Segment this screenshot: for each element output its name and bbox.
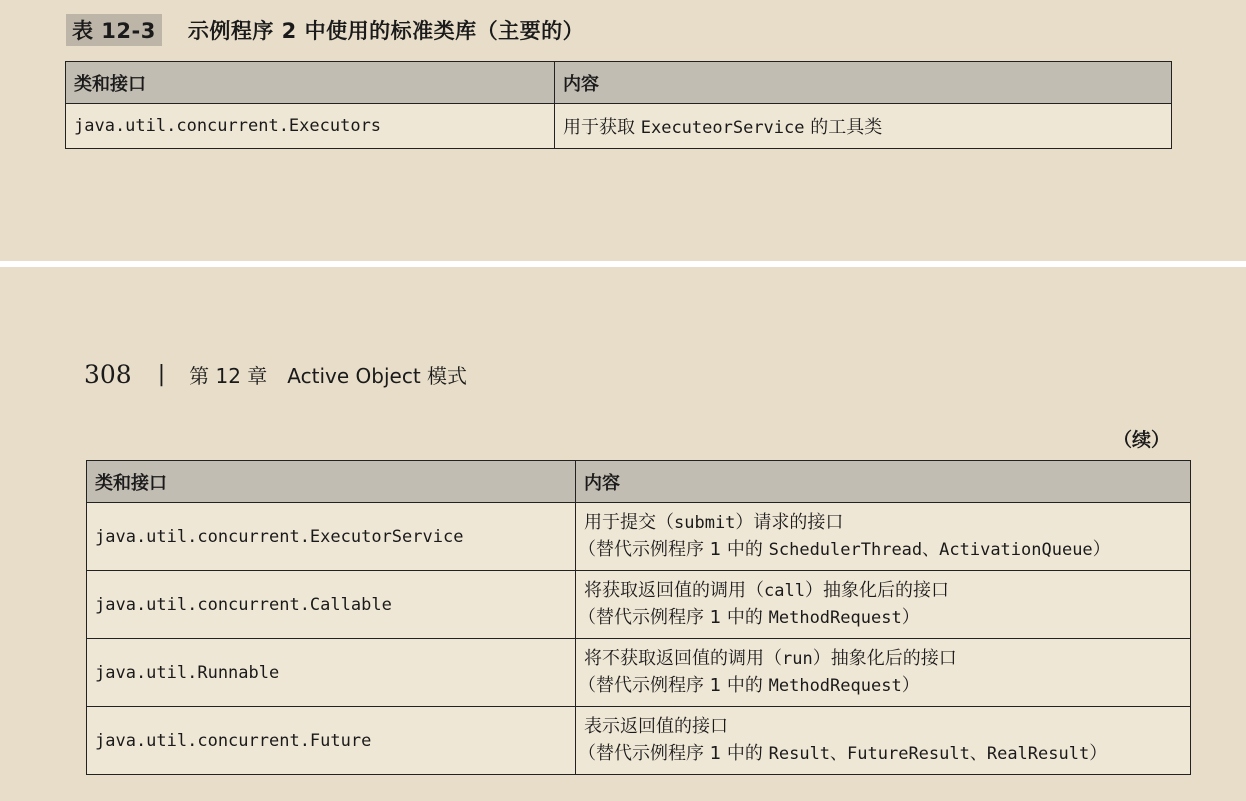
description-cell <box>576 639 1191 707</box>
standard-library-table <box>65 61 1172 149</box>
class-name-cell: java.util.concurrent.Callable <box>87 571 576 639</box>
description-text: 用于提交（ <box>584 511 674 533</box>
header-separator: | <box>157 362 166 387</box>
description-code: Result、FutureResult、RealResult <box>768 743 1090 764</box>
description-text: ）抽象化后的接口 <box>812 647 957 669</box>
description-code: MethodRequest <box>768 675 902 696</box>
description-text: （替代示例程序 1 中的 <box>578 606 769 628</box>
description-code: run <box>782 648 813 669</box>
description-code: submit <box>674 512 736 533</box>
page-number: 308 <box>84 360 132 389</box>
table-row <box>87 707 1191 775</box>
description-text: 将获取返回值的调用（ <box>584 579 764 601</box>
header-class-interface: 类和接口 <box>66 62 555 104</box>
description-line2 <box>578 540 1182 561</box>
table-caption-number: 表 12-3 <box>66 14 162 46</box>
class-name-cell: java.util.concurrent.ExecutorService <box>87 503 576 571</box>
description-line2 <box>578 676 1182 697</box>
continued-library-table <box>86 460 1191 775</box>
header-class-interface: 类和接口 <box>87 461 576 503</box>
description-text: ）请求的接口 <box>735 511 844 533</box>
description-cell <box>576 503 1191 571</box>
description-code: SchedulerThread、ActivationQueue <box>768 539 1093 560</box>
continued-label: （续） <box>1112 429 1170 451</box>
description-text: （替代示例程序 1 中的 <box>578 674 769 696</box>
description-text: ）抽象化后的接口 <box>804 579 949 601</box>
description-text: 用于获取 <box>563 117 641 138</box>
description-code: call <box>764 580 805 601</box>
header-content: 内容 <box>576 461 1191 503</box>
description-code: MethodRequest <box>768 607 902 628</box>
page-top <box>0 0 1246 261</box>
running-head <box>84 360 467 389</box>
description-text: （替代示例程序 1 中的 <box>578 742 769 764</box>
class-name-cell: java.util.concurrent.Executors <box>66 104 555 149</box>
chapter-title: 第 12 章 Active Object 模式 <box>189 364 468 388</box>
description-text: ） <box>901 606 920 628</box>
header-content: 内容 <box>555 62 1172 104</box>
description-text: ） <box>901 674 920 696</box>
class-name-cell: java.util.concurrent.Future <box>87 707 576 775</box>
description-text: 将不获取返回值的调用（ <box>584 647 782 669</box>
table-caption <box>66 14 584 46</box>
description-text: 表示返回值的接口 <box>584 715 728 737</box>
table-row <box>87 503 1191 571</box>
description-line2 <box>578 608 1182 629</box>
table-header-row <box>66 62 1172 104</box>
description-cell <box>555 104 1172 149</box>
table-row <box>87 639 1191 707</box>
description-cell <box>576 571 1191 639</box>
description-text: 的工具类 <box>804 117 883 138</box>
description-text: （替代示例程序 1 中的 <box>578 538 769 560</box>
class-name-cell: java.util.Runnable <box>87 639 576 707</box>
table-header-row <box>87 461 1191 503</box>
description-code: ExecuteorService <box>640 118 805 138</box>
table-row <box>66 104 1172 149</box>
page-bottom <box>0 267 1246 801</box>
description-text: ） <box>1089 742 1108 764</box>
table-row <box>87 571 1191 639</box>
description-text: ） <box>1092 538 1111 560</box>
table-caption-title: 示例程序 2 中使用的标准类库（主要的） <box>187 19 585 43</box>
description-line2 <box>578 744 1182 765</box>
description-cell <box>576 707 1191 775</box>
